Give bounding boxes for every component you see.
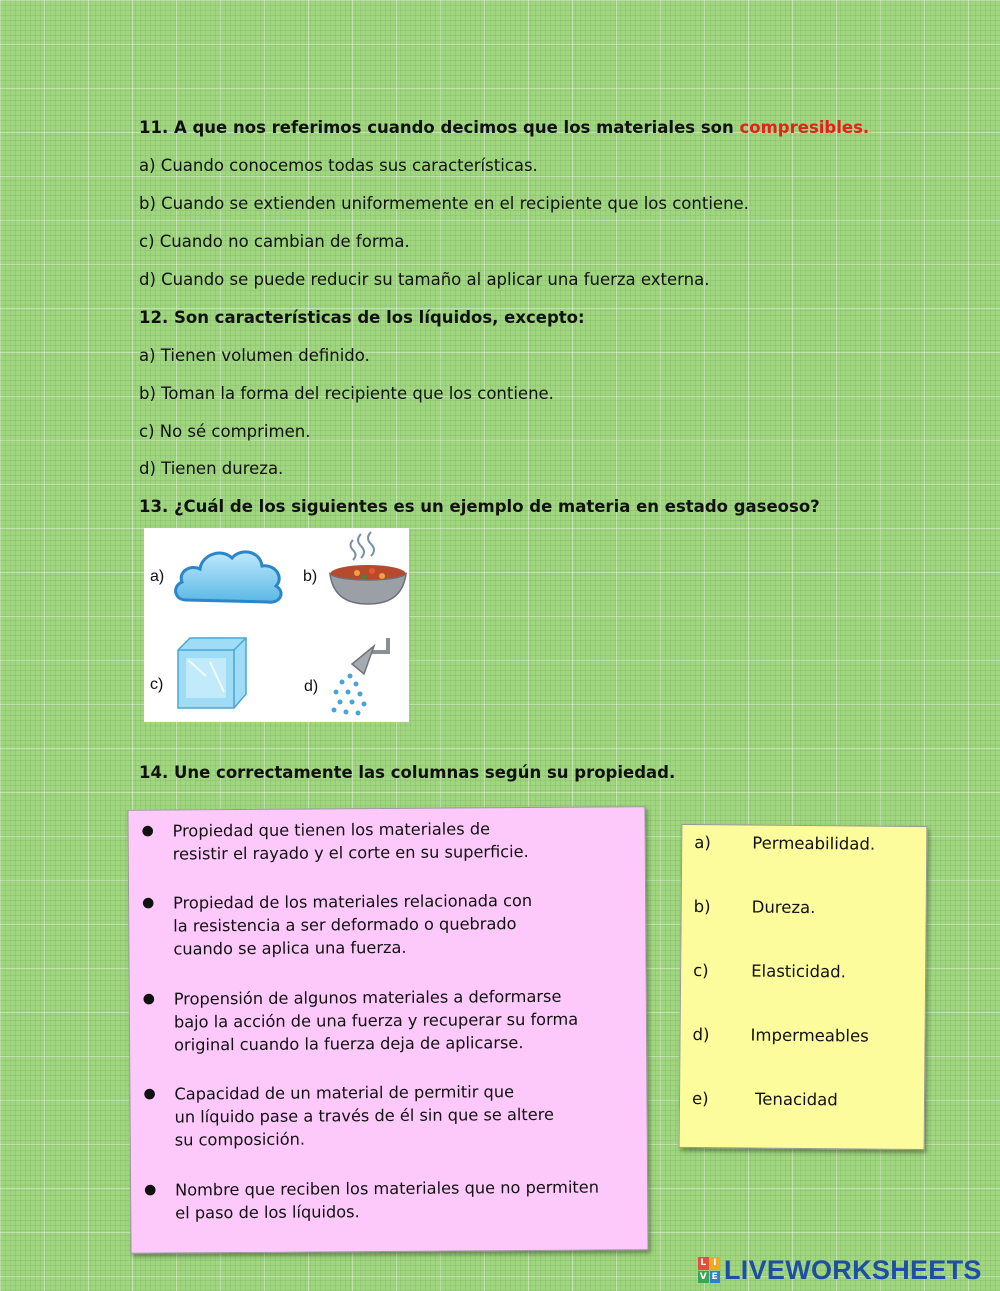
q11-option-b: b) Cuando se extienden uniformemente en el recipiente que los contiene. xyxy=(139,194,749,213)
q11-option-a: a) Cuando conocemos todas sus características. xyxy=(139,156,538,175)
question-11-title: 11. A que nos referimos cuando decimos que los materiales son compresibles. xyxy=(139,118,870,137)
description-item: ● Nombre que reciben los materiales que no permiten el paso de los líquidos. xyxy=(144,1177,600,1223)
q11-option-c: c) Cuando no cambian de forma. xyxy=(139,232,410,251)
q12-option-d: d) Tienen dureza. xyxy=(139,459,284,478)
property-option-e: e) Tenacidad xyxy=(691,1089,838,1110)
property-option-b: b) Dureza. xyxy=(693,897,816,918)
question-13-title: 13. ¿Cuál de los siguientes es un ejemplo de materia en estado gaseoso? xyxy=(139,497,820,516)
description-item: ● Propensión de algunos materiales a deformarse bajo la acción de una fuerza y recuperar su forma original cuando la fuerza deja de aplicarse. xyxy=(142,986,579,1055)
q11-option-d: d) Cuando se puede reducir su tamaño al aplicar una fuerza externa. xyxy=(139,270,710,289)
image-label-b: b) xyxy=(303,568,318,585)
image-label-d: d) xyxy=(304,678,319,695)
bullet-icon: ● xyxy=(141,822,154,839)
descriptions-box xyxy=(127,806,648,1254)
description-item: ● Capacidad de un material de permitir que un líquido pase a través de él sin que se altere su composición. xyxy=(143,1082,555,1150)
property-option-c: c) Elasticidad. xyxy=(693,961,846,982)
property-option-a: a) Permeabilidad. xyxy=(694,833,876,854)
bullet-icon: ● xyxy=(144,1181,157,1198)
live-badge-icon: L I V E xyxy=(698,1257,720,1283)
question-14-title: 14. Une correctamente las columnas según su propiedad. xyxy=(139,763,676,782)
bullet-icon: ● xyxy=(142,990,156,1007)
question-12-title: 12. Son características de los líquidos, excepto: xyxy=(139,308,585,327)
description-item: ● Propiedad de los materiales relacionada con la resistencia a ser deformado o quebrado cuando se aplica una fuerza. xyxy=(142,890,533,959)
q12-option-c: c) No sé comprimen. xyxy=(139,422,311,441)
image-label-a: a) xyxy=(150,568,165,585)
compresibles-highlight: compresibles. xyxy=(739,118,870,137)
cloud-icon xyxy=(172,542,287,608)
property-option-d: d) Impermeables xyxy=(692,1025,869,1046)
logo-text: LIVEWORKSHEETS xyxy=(724,1254,982,1285)
gas-examples-image xyxy=(144,528,409,722)
description-item: ● Propiedad que tienen los materiales de resistir el rayado y el corte en su superficie. xyxy=(141,819,529,864)
liveworksheets-logo xyxy=(698,1256,982,1284)
ice-cube-icon xyxy=(176,636,248,710)
shower-icon xyxy=(330,636,396,718)
image-label-c: c) xyxy=(150,676,164,693)
soup-bowl-icon xyxy=(327,530,409,608)
q12-option-a: a) Tienen volumen definido. xyxy=(139,346,370,365)
properties-box xyxy=(679,824,928,1150)
q12-option-b: b) Toman la forma del recipiente que los contiene. xyxy=(139,384,554,403)
bullet-icon: ● xyxy=(143,1085,156,1102)
bullet-icon: ● xyxy=(142,894,155,911)
